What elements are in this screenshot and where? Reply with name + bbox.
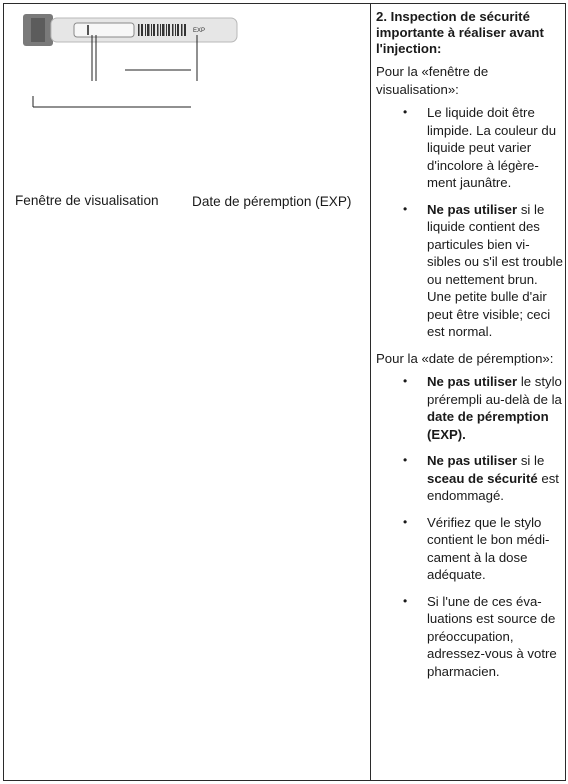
illustration-cell <box>4 4 370 780</box>
expiry-date-label: Date de péremption (EXP) <box>192 194 352 209</box>
list-item: • Ne pas utiliser si le liquide contient des particules bien vi-sibles ou s'il est trouble ou nettement brun. Une petite bulle d'air peut être visible; ceci est normal. <box>376 201 563 341</box>
window-bullet-list <box>376 104 563 341</box>
barcode <box>138 24 186 36</box>
list-item: • Si l'une de ces éva-luations est source de préoccupation, adressez-vous à votre pharmacien. <box>376 593 563 681</box>
instruction-table <box>3 3 566 781</box>
expiry-intro: Pour la «date de péremption»: <box>376 350 554 366</box>
list-item: • Le liquide doit être limpide. La couleur du liquide peut varier d'incolore à légère-ment jaunâtre. <box>376 104 563 192</box>
prefilled-pen-illustration <box>4 4 370 124</box>
list-item: • Ne pas utiliser le stylo prérempli au-delà de la date de péremption (EXP). <box>376 373 563 443</box>
list-item: • Vérifiez que le stylo contient le bon médi-cament à la dose adéquate. <box>376 514 563 584</box>
expiry-bullet-list <box>376 373 563 680</box>
viewing-window <box>74 23 134 37</box>
window-intro: Pour la «fenêtre de visualisation»: <box>376 64 489 97</box>
list-item: • Ne pas utiliser si le sceau de sécurité est endommagé. <box>376 452 563 505</box>
viewing-window-label: Fenêtre de visualisation <box>15 193 159 208</box>
callout-lines <box>33 35 197 107</box>
section-title: 2. Inspection de sécurité importante à réaliser avant l'injection: <box>376 9 544 56</box>
instructions-cell <box>371 4 565 780</box>
pen-exp-marking: EXP <box>193 28 206 34</box>
